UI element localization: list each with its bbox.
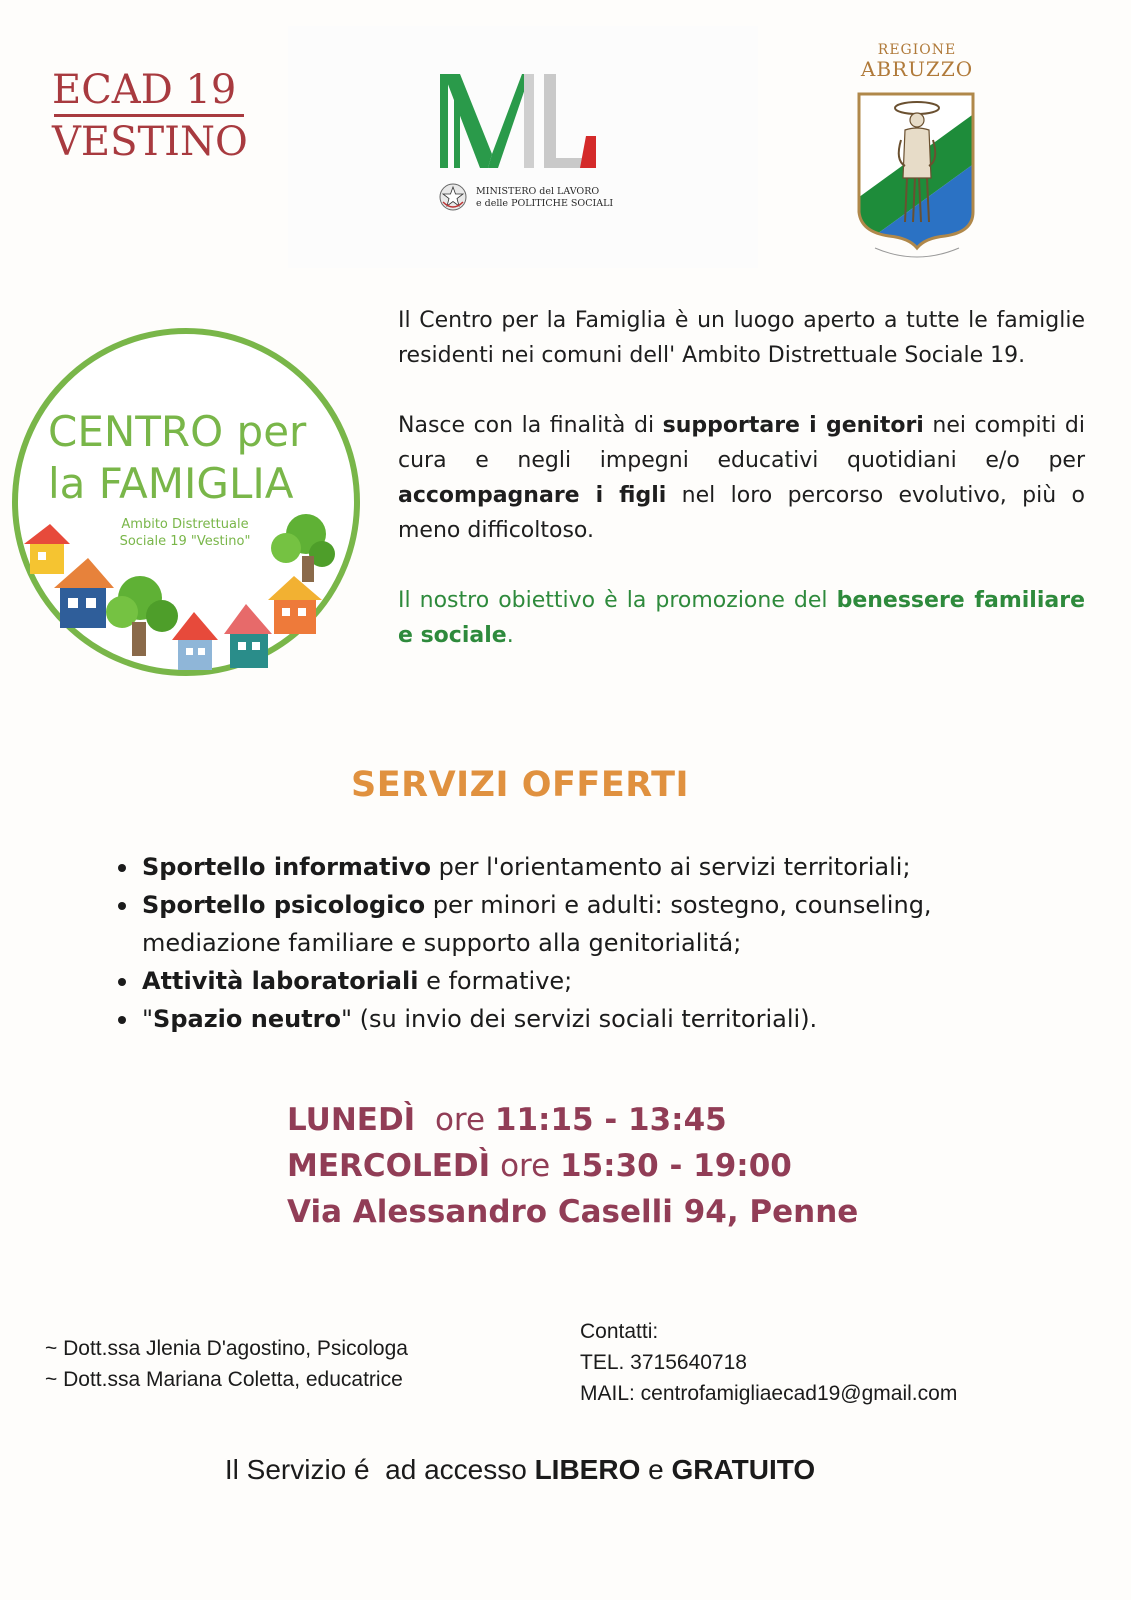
schedule — [287, 1097, 858, 1235]
services-title: SERVIZI OFFERTI — [351, 765, 690, 805]
schedule-day-2: MERCOLEDÌ — [287, 1148, 491, 1184]
centro-title-line2: la FAMIGLIA — [48, 459, 294, 508]
footer-libero: LIBERO — [534, 1454, 641, 1485]
intro-p2-bold-b: accompagnare i figli — [398, 483, 667, 508]
intro-p2-text-a: Nasce con la finalità di — [398, 413, 663, 438]
contacts — [580, 1316, 957, 1409]
service-2-name: Sportello psicologico — [142, 891, 426, 919]
list-item — [118, 1000, 1018, 1038]
service-2-desc: per minori e adulti: sostegno, counseling, mediazione familiare e supporto alla genitorialitá; — [142, 891, 932, 957]
schedule-row-2 — [287, 1143, 858, 1189]
contacts-label: Contatti: — [580, 1320, 659, 1343]
intro-paragraph-2 — [398, 408, 1085, 548]
service-3-name: Attività laboratoriali — [142, 967, 419, 995]
list-item — [118, 848, 1018, 886]
schedule-row-1 — [287, 1097, 858, 1143]
intro-p3-end: . — [506, 623, 514, 648]
intro-p3-text: Il nostro obiettivo è la promozione del — [398, 588, 837, 613]
contacts-mail: MAIL: centrofamigliaecad19@gmail.com — [580, 1382, 958, 1405]
centro-famiglia-logo — [10, 326, 362, 678]
intro-p3-bold: benessere familiare e sociale — [398, 588, 1086, 648]
list-item — [118, 962, 1018, 1000]
schedule-address — [287, 1189, 858, 1235]
service-1-name: Sportello informativo — [142, 853, 431, 881]
service-4-quote: " — [142, 1005, 154, 1033]
intro-text — [398, 303, 1085, 688]
footer-gratuito: GRATUITO — [671, 1454, 816, 1485]
region-line1: REGIONE — [877, 42, 957, 58]
intro-p2-text-b: nei compiti di cura e negli impegni educativi quotidiani e/o per — [398, 413, 1085, 473]
intro-p2-bold-a: supportare i genitori — [662, 413, 924, 438]
staff-person-2: ~ Dott.ssa Mariana Coletta, educatrice — [45, 1368, 403, 1391]
list-item — [118, 886, 1018, 962]
footer-text-c: e — [640, 1454, 672, 1485]
footer-note — [0, 1454, 1040, 1486]
ministry-text — [476, 186, 613, 210]
region-logo — [852, 42, 982, 266]
schedule-day-1: LUNEDÌ — [287, 1102, 416, 1138]
region-shield-icon — [855, 90, 979, 262]
service-4-desc: " (su invio dei servizi sociali territoriali). — [341, 1005, 818, 1033]
ml-monogram-icon — [440, 74, 600, 174]
services-list — [118, 848, 1018, 1038]
ministry-line2: e delle POLITICHE SOCIALI — [476, 198, 614, 209]
ministry-logo — [288, 26, 758, 268]
address-text: Via Alessandro Caselli 94, Penne — [287, 1194, 859, 1230]
footer-text-a: Il Servizio é ad accesso — [224, 1454, 535, 1485]
ecad-logo — [52, 66, 252, 165]
centro-title-line1: CENTRO per — [48, 407, 307, 456]
service-4-name: Spazio neutro — [153, 1005, 341, 1033]
centro-subtitle — [100, 516, 270, 550]
intro-paragraph-1: Il Centro per la Famiglia è un luogo aperto a tutte le famiglie residenti nei comuni dell' Ambito Distrettuale Sociale 19. — [398, 308, 1085, 368]
intro-paragraph-3 — [398, 583, 1085, 653]
ecad-line2: VESTINO — [52, 119, 248, 165]
ecad-line1: ECAD 19 — [52, 67, 237, 113]
intro-p2-text-c: nel loro percorso evolutivo, più o meno difficoltoso. — [398, 483, 1085, 543]
schedule-time-1: 11:15 - 13:45 — [494, 1102, 727, 1138]
schedule-ore-2: ore — [500, 1148, 551, 1184]
schedule-time-2: 15:30 - 19:00 — [560, 1148, 792, 1184]
staff-list — [45, 1333, 408, 1395]
ministry-line1: MINISTERO del LAVORO — [476, 186, 600, 197]
service-1-desc: per l'orientamento ai servizi territoriali; — [430, 853, 911, 881]
region-line2: ABRUZZO — [860, 57, 974, 81]
italian-emblem-icon — [438, 182, 468, 212]
staff-person-1: ~ Dott.ssa Jlenia D'agostino, Psicologa — [45, 1337, 408, 1360]
centro-subtitle-line2: Sociale 19 "Vestino" — [119, 534, 251, 549]
schedule-ore-1: ore — [434, 1102, 486, 1138]
centro-subtitle-line1: Ambito Distrettuale — [121, 517, 249, 532]
service-3-desc: e formative; — [418, 967, 573, 995]
ecad-rule — [54, 114, 244, 117]
contacts-tel: TEL. 3715640718 — [580, 1351, 747, 1374]
